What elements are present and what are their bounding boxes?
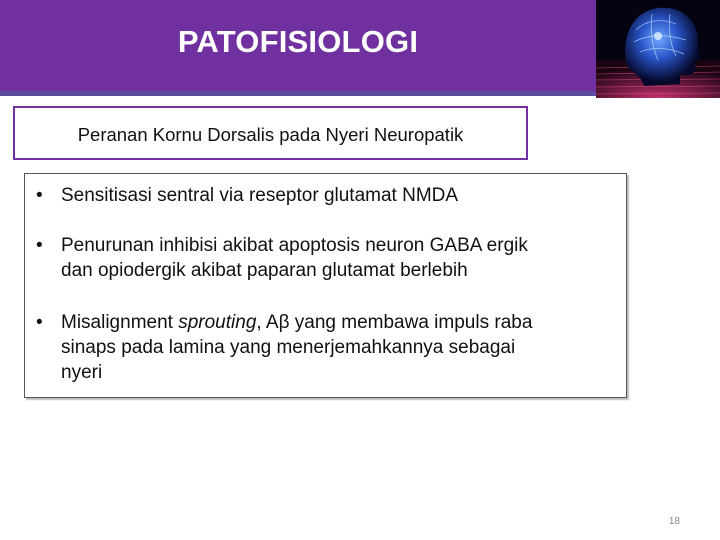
- page-title: PATOFISIOLOGI: [177, 24, 419, 59]
- bullet-line: Sensitisasi sentral via reseptor glutamat NMDA: [61, 185, 459, 206]
- content-box: [24, 173, 627, 398]
- brain-head-icon: [596, 0, 720, 98]
- bullet-symbol: •: [36, 185, 43, 206]
- bullet-line: [61, 310, 616, 335]
- bullet-text: [61, 233, 616, 283]
- subtitle-box: [13, 106, 528, 160]
- page-number: 18: [668, 516, 680, 527]
- bullet-text: [61, 183, 616, 208]
- bullet-line: nyeri: [61, 362, 103, 383]
- bullet-text-end: , Aβ yang membawa impuls raba: [256, 312, 533, 333]
- bullet-line: sinaps pada lamina yang menerjemahkannya sebagai: [61, 337, 516, 358]
- bullet-symbol: •: [36, 312, 43, 333]
- bullet-line: Penurunan inhibisi akibat apoptosis neuron GABA ergik: [61, 235, 528, 256]
- bullet-line: dan opiodergik akibat paparan glutamat berlebih: [61, 260, 468, 281]
- bullet-text-start: Misalignment: [61, 312, 179, 333]
- title-bar-underline: [0, 91, 596, 96]
- subtitle-text: Peranan Kornu Dorsalis pada Nyeri Neuropatik: [77, 124, 464, 145]
- bullet-symbol: •: [36, 235, 43, 256]
- bullet-italic-term: sprouting: [178, 312, 257, 333]
- bullet-text: [61, 310, 616, 385]
